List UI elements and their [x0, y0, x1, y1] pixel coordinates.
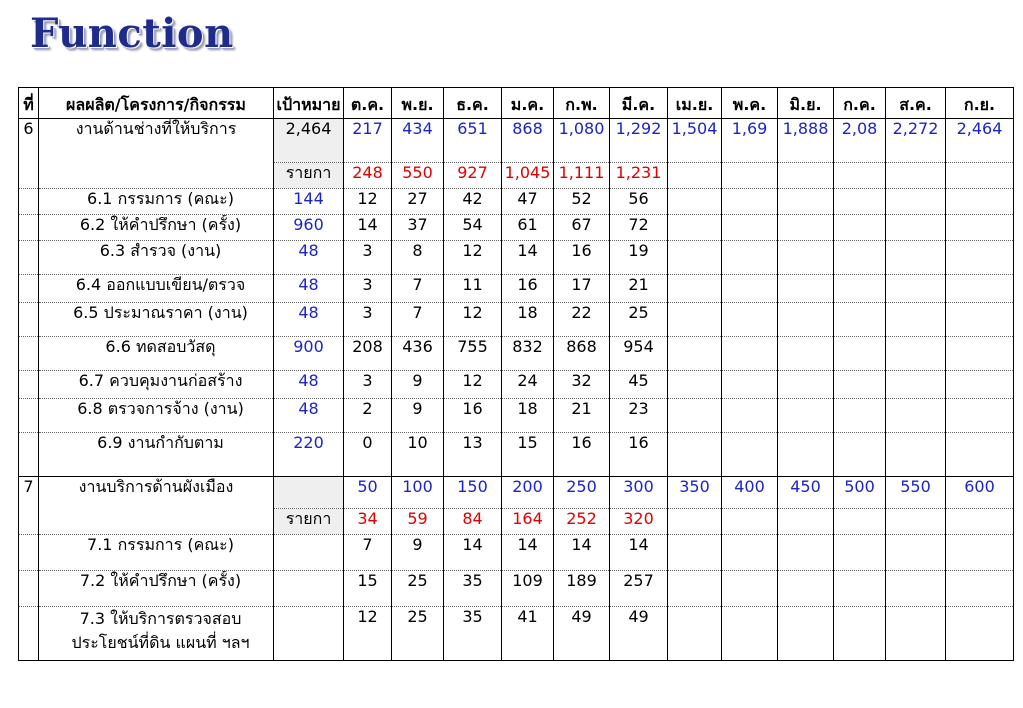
item-value: 18	[502, 303, 554, 337]
section-name: งานบริการด้านผังเมือง	[39, 477, 274, 535]
plan-value: 50	[344, 477, 392, 509]
item-value: 109	[502, 571, 554, 607]
item-value: 49	[610, 607, 668, 661]
header-month: ส.ค.	[886, 88, 946, 119]
actual-value	[886, 509, 946, 535]
item-value	[834, 189, 886, 215]
row-number-cell	[19, 275, 39, 303]
item-value	[778, 303, 834, 337]
table-row	[19, 215, 1014, 241]
item-value: 32	[554, 371, 610, 399]
item-value	[722, 303, 778, 337]
item-value: 45	[610, 371, 668, 399]
item-value	[722, 215, 778, 241]
item-value	[834, 241, 886, 275]
item-value	[886, 571, 946, 607]
item-value: 16	[444, 399, 502, 433]
plan-value: 1,888	[778, 119, 834, 163]
plan-value: 434	[392, 119, 444, 163]
item-value	[886, 275, 946, 303]
actual-value	[834, 163, 886, 189]
item-value	[722, 399, 778, 433]
plan-value: 250	[554, 477, 610, 509]
item-target: 48	[274, 275, 344, 303]
actual-value: 550	[392, 163, 444, 189]
item-value: 35	[444, 607, 502, 661]
plan-value: 450	[778, 477, 834, 509]
actual-value: 252	[554, 509, 610, 535]
plan-value: 217	[344, 119, 392, 163]
plan-value: 1,292	[610, 119, 668, 163]
item-value	[722, 337, 778, 371]
item-value: 42	[444, 189, 502, 215]
item-value: 16	[554, 433, 610, 477]
item-value: 3	[344, 241, 392, 275]
item-value	[946, 275, 1014, 303]
table-row	[19, 535, 1014, 571]
item-name: 6.8 ตรวจการจ้าง (งาน)	[39, 399, 274, 433]
item-value: 12	[344, 189, 392, 215]
table-row	[19, 607, 1014, 661]
item-value: 27	[392, 189, 444, 215]
item-value: 0	[344, 433, 392, 477]
item-name: 6.7 ควบคุมงานก่อสร้าง	[39, 371, 274, 399]
item-value	[834, 337, 886, 371]
item-target: 48	[274, 371, 344, 399]
header-month: มี.ค.	[610, 88, 668, 119]
plan-value: 550	[886, 477, 946, 509]
section-name: งานด้านช่างที่ให้บริการ	[39, 119, 274, 189]
actual-value	[778, 163, 834, 189]
item-target: 900	[274, 337, 344, 371]
item-value: 3	[344, 371, 392, 399]
item-value: 49	[554, 607, 610, 661]
plan-value: 200	[502, 477, 554, 509]
item-value	[946, 607, 1014, 661]
item-value	[886, 371, 946, 399]
item-value	[946, 371, 1014, 399]
item-value: 16	[502, 275, 554, 303]
header-month: ต.ค.	[344, 88, 392, 119]
plan-value: 400	[722, 477, 778, 509]
item-value: 19	[610, 241, 668, 275]
item-value: 9	[392, 535, 444, 571]
item-value: 12	[344, 607, 392, 661]
item-value	[946, 189, 1014, 215]
item-value	[886, 241, 946, 275]
item-name: 7.3 ให้บริการตรวจสอบประโยชน์ที่ดิน แผนที่ ฯลฯ	[39, 607, 274, 661]
item-value	[886, 189, 946, 215]
actual-value	[668, 163, 722, 189]
item-value	[946, 433, 1014, 477]
actual-label: รายกา	[274, 163, 344, 189]
actual-value	[668, 509, 722, 535]
item-value	[722, 189, 778, 215]
header-month: ม.ค.	[502, 88, 554, 119]
plan-value: 651	[444, 119, 502, 163]
actual-value: 164	[502, 509, 554, 535]
item-value: 755	[444, 337, 502, 371]
item-value	[946, 571, 1014, 607]
item-value: 16	[610, 433, 668, 477]
item-value: 257	[610, 571, 668, 607]
item-value: 7	[392, 275, 444, 303]
header-month: ก.ย.	[946, 88, 1014, 119]
header-month: ก.ค.	[834, 88, 886, 119]
item-value: 16	[554, 241, 610, 275]
item-value: 23	[610, 399, 668, 433]
row-number-cell	[19, 399, 39, 433]
header-month: มิ.ย.	[778, 88, 834, 119]
item-name: 6.4 ออกแบบเขียน/ตรวจ	[39, 275, 274, 303]
item-value: 14	[554, 535, 610, 571]
item-value	[834, 275, 886, 303]
item-value	[834, 607, 886, 661]
plan-value: 600	[946, 477, 1014, 509]
item-value: 21	[554, 399, 610, 433]
actual-value	[886, 163, 946, 189]
plan-value: 500	[834, 477, 886, 509]
table-row	[19, 433, 1014, 477]
section-plan-row	[19, 477, 1014, 509]
function-table	[18, 87, 1014, 661]
item-name: 6.9 งานกำกับตาม	[39, 433, 274, 477]
item-value	[946, 399, 1014, 433]
item-value: 37	[392, 215, 444, 241]
item-value	[886, 535, 946, 571]
item-value	[778, 433, 834, 477]
item-value: 41	[502, 607, 554, 661]
actual-value	[946, 163, 1014, 189]
table-row	[19, 241, 1014, 275]
item-value	[834, 535, 886, 571]
item-value	[778, 241, 834, 275]
item-value	[834, 371, 886, 399]
item-value: 25	[392, 571, 444, 607]
item-value	[886, 607, 946, 661]
item-value: 15	[344, 571, 392, 607]
item-value	[722, 571, 778, 607]
row-number-cell	[19, 189, 39, 215]
item-value	[886, 303, 946, 337]
item-name: 7.2 ให้คำปรึกษา (ครั้ง)	[39, 571, 274, 607]
item-value: 2	[344, 399, 392, 433]
item-value	[778, 215, 834, 241]
table-row	[19, 371, 1014, 399]
item-value	[668, 371, 722, 399]
item-value	[668, 275, 722, 303]
item-value	[668, 337, 722, 371]
table-row	[19, 571, 1014, 607]
header-month: พ.ย.	[392, 88, 444, 119]
item-value	[722, 607, 778, 661]
item-value	[668, 399, 722, 433]
item-value: 14	[344, 215, 392, 241]
actual-value	[722, 163, 778, 189]
item-name: 6.5 ประมาณราคา (งาน)	[39, 303, 274, 337]
item-value: 47	[502, 189, 554, 215]
item-value: 3	[344, 303, 392, 337]
item-value: 208	[344, 337, 392, 371]
actual-label: รายกา	[274, 509, 344, 535]
plan-value: 868	[502, 119, 554, 163]
row-number-cell	[19, 433, 39, 477]
item-value: 436	[392, 337, 444, 371]
item-value	[886, 433, 946, 477]
section-plan-row	[19, 119, 1014, 163]
item-target: 144	[274, 189, 344, 215]
item-value: 12	[444, 303, 502, 337]
table-row	[19, 189, 1014, 215]
item-value: 189	[554, 571, 610, 607]
item-value	[834, 399, 886, 433]
item-value	[886, 215, 946, 241]
item-value	[946, 303, 1014, 337]
plan-value: 2,464	[946, 119, 1014, 163]
item-value	[778, 399, 834, 433]
item-value	[834, 571, 886, 607]
item-value	[778, 607, 834, 661]
item-value	[722, 535, 778, 571]
item-value: 10	[392, 433, 444, 477]
row-number-cell	[19, 571, 39, 607]
item-target: 48	[274, 241, 344, 275]
actual-value	[778, 509, 834, 535]
plan-value: 150	[444, 477, 502, 509]
table-row	[19, 275, 1014, 303]
item-value: 8	[392, 241, 444, 275]
row-number-cell	[19, 303, 39, 337]
table-row	[19, 337, 1014, 371]
item-target	[274, 607, 344, 661]
actual-value	[834, 509, 886, 535]
item-name: 7.1 กรรมการ (คณะ)	[39, 535, 274, 571]
item-value: 52	[554, 189, 610, 215]
item-name: 6.3 สำรวจ (งาน)	[39, 241, 274, 275]
item-value	[834, 303, 886, 337]
item-value: 954	[610, 337, 668, 371]
item-value: 17	[554, 275, 610, 303]
item-value: 22	[554, 303, 610, 337]
item-target: 48	[274, 303, 344, 337]
table-row	[19, 303, 1014, 337]
row-number-cell	[19, 215, 39, 241]
item-value: 9	[392, 371, 444, 399]
actual-value: 59	[392, 509, 444, 535]
item-value: 56	[610, 189, 668, 215]
item-value: 11	[444, 275, 502, 303]
item-value	[722, 241, 778, 275]
item-value	[668, 607, 722, 661]
item-value	[886, 337, 946, 371]
row-number-cell	[19, 535, 39, 571]
item-value: 72	[610, 215, 668, 241]
header-month: ก.พ.	[554, 88, 610, 119]
item-value	[778, 189, 834, 215]
item-target: 960	[274, 215, 344, 241]
item-value: 25	[392, 607, 444, 661]
item-value	[778, 371, 834, 399]
item-value: 24	[502, 371, 554, 399]
item-target	[274, 571, 344, 607]
header-month: เม.ย.	[668, 88, 722, 119]
plan-value: 2,272	[886, 119, 946, 163]
item-value: 868	[554, 337, 610, 371]
item-value: 18	[502, 399, 554, 433]
header-month: ธ.ค.	[444, 88, 502, 119]
header-name: ผลผลิต/โครงการ/กิจกรรม	[39, 88, 274, 119]
actual-value: 1,045	[502, 163, 554, 189]
item-value	[834, 433, 886, 477]
item-value: 14	[502, 241, 554, 275]
item-value: 15	[502, 433, 554, 477]
item-value: 12	[444, 371, 502, 399]
item-value: 832	[502, 337, 554, 371]
row-number-cell	[19, 371, 39, 399]
item-value: 61	[502, 215, 554, 241]
item-value: 7	[344, 535, 392, 571]
section-number: 6	[19, 119, 39, 189]
plan-value: 1,504	[668, 119, 722, 163]
item-value: 13	[444, 433, 502, 477]
table-row	[19, 399, 1014, 433]
plan-value: 100	[392, 477, 444, 509]
item-name: 6.2 ให้คำปรึกษา (ครั้ง)	[39, 215, 274, 241]
item-value	[722, 371, 778, 399]
item-value	[722, 433, 778, 477]
actual-value: 927	[444, 163, 502, 189]
item-value	[946, 337, 1014, 371]
item-name: 6.1 กรรมการ (คณะ)	[39, 189, 274, 215]
item-target: 48	[274, 399, 344, 433]
item-value: 9	[392, 399, 444, 433]
item-value	[946, 535, 1014, 571]
header-row	[19, 88, 1014, 119]
item-value: 25	[610, 303, 668, 337]
section-target	[274, 477, 344, 509]
item-value	[668, 215, 722, 241]
item-value: 35	[444, 571, 502, 607]
plan-value: 1,69	[722, 119, 778, 163]
item-value	[886, 399, 946, 433]
item-value	[778, 275, 834, 303]
plan-value: 1,080	[554, 119, 610, 163]
item-value	[946, 241, 1014, 275]
row-number-cell	[19, 241, 39, 275]
item-value: 54	[444, 215, 502, 241]
item-value: 14	[502, 535, 554, 571]
item-target: 220	[274, 433, 344, 477]
item-value: 21	[610, 275, 668, 303]
item-value: 14	[444, 535, 502, 571]
actual-value	[946, 509, 1014, 535]
item-value: 7	[392, 303, 444, 337]
section-target: 2,464	[274, 119, 344, 163]
actual-value: 34	[344, 509, 392, 535]
item-value	[668, 571, 722, 607]
plan-value: 2,08	[834, 119, 886, 163]
item-value	[834, 215, 886, 241]
plan-value: 300	[610, 477, 668, 509]
item-value	[778, 535, 834, 571]
page-title: Function	[30, 10, 234, 57]
actual-value: 84	[444, 509, 502, 535]
item-value: 67	[554, 215, 610, 241]
item-value	[946, 215, 1014, 241]
item-value	[668, 433, 722, 477]
item-value	[722, 275, 778, 303]
plan-value: 350	[668, 477, 722, 509]
actual-value: 248	[344, 163, 392, 189]
header-target: เป้าหมาย	[274, 88, 344, 119]
row-number-cell	[19, 607, 39, 661]
item-value	[778, 571, 834, 607]
item-value	[668, 189, 722, 215]
item-name: 6.6 ทดสอบวัสดุ	[39, 337, 274, 371]
item-value: 12	[444, 241, 502, 275]
section-number: 7	[19, 477, 39, 535]
item-target	[274, 535, 344, 571]
header-no: ที่	[19, 88, 39, 119]
item-value: 3	[344, 275, 392, 303]
actual-value: 1,111	[554, 163, 610, 189]
item-value: 14	[610, 535, 668, 571]
actual-value: 320	[610, 509, 668, 535]
header-month: พ.ค.	[722, 88, 778, 119]
item-value	[778, 337, 834, 371]
row-number-cell	[19, 337, 39, 371]
item-value	[668, 303, 722, 337]
actual-value: 1,231	[610, 163, 668, 189]
item-value	[668, 535, 722, 571]
actual-value	[722, 509, 778, 535]
item-value	[668, 241, 722, 275]
